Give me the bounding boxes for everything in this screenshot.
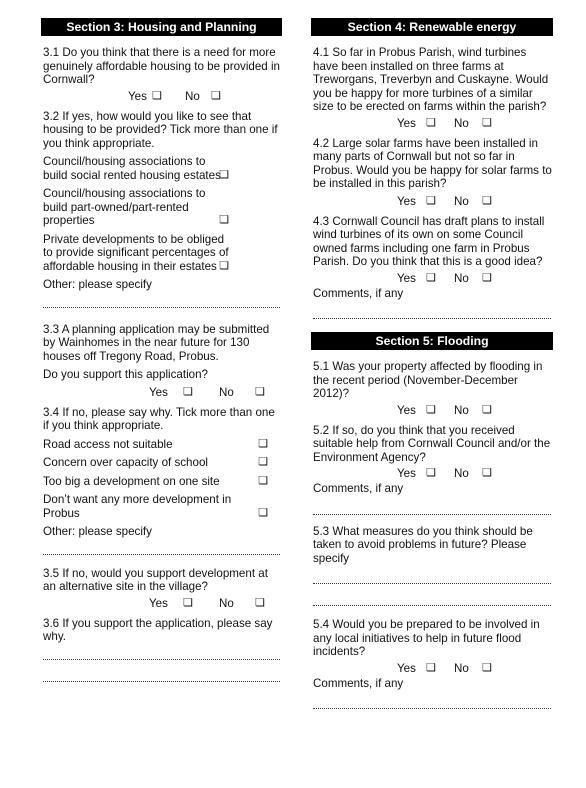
comments-label-5-2: Comments, if any [313, 482, 404, 495]
no-checkbox[interactable]: ❏ [482, 467, 492, 479]
yes-no-5-4 [311, 662, 553, 677]
question-3-3: 3.3 A planning application may be submitted by Wainhomes in the near future for 130 houses off Tregony Road, Probus. [43, 322, 270, 363]
option-label: Council/housing associations to build part-owned/part-rented properties [43, 187, 206, 227]
yes-label: Yes [397, 467, 416, 480]
yes-no-4-1 [311, 117, 553, 132]
option-label: Road access not suitable [43, 437, 173, 451]
no-label: No [219, 596, 234, 610]
no-checkbox[interactable]: ❏ [482, 403, 492, 416]
option-checkbox[interactable]: ❏ [258, 506, 268, 519]
option-3-4-too-big [43, 475, 282, 489]
option-checkbox[interactable]: ❏ [258, 437, 268, 450]
comments-line-5-4[interactable] [313, 707, 551, 709]
no-checkbox[interactable]: ❏ [211, 89, 221, 102]
option-3-2-other: Other: please specify [43, 278, 152, 291]
no-label: No [454, 194, 469, 208]
section-4-heading: Section 4: Renewable energy [311, 18, 553, 36]
yes-no-3-1 [41, 90, 282, 105]
yes-label: Yes [128, 89, 147, 103]
no-checkbox[interactable]: ❏ [255, 596, 265, 609]
yes-checkbox[interactable]: ❏ [426, 467, 436, 479]
yes-no-5-1 [311, 404, 553, 419]
option-checkbox[interactable]: ❏ [258, 474, 268, 487]
yes-no-3-3 [41, 386, 282, 401]
option-3-4-school-capacity [43, 456, 282, 470]
yes-label: Yes [397, 661, 416, 675]
option-label: Don’t want any more development in Probus [43, 493, 232, 520]
yes-checkbox[interactable]: ❏ [183, 385, 193, 398]
option-label: Concern over capacity of school [43, 456, 208, 469]
no-checkbox[interactable]: ❏ [482, 116, 492, 129]
yes-no-4-2 [311, 195, 553, 210]
option-checkbox[interactable]: ❏ [219, 259, 229, 272]
yes-checkbox[interactable]: ❏ [152, 89, 162, 102]
question-4-1: 4.1 So far in Probus Parish, wind turbines have been installed on three farms at Treworgans, Treverbyn and Cuskayne. Would you be happy for more turbines of a similar size to be erected on farms within the parish? [313, 46, 549, 113]
no-label: No [454, 271, 469, 285]
no-label: No [454, 403, 469, 417]
question-3-1: 3.1 Do you think that there is a need for more genuinely affordable housing to be provided in Cornwall? [43, 46, 280, 86]
yes-checkbox[interactable]: ❏ [426, 116, 436, 129]
no-checkbox[interactable]: ❏ [482, 661, 492, 674]
yes-label: Yes [397, 271, 416, 285]
yes-label: Yes [149, 385, 168, 399]
sections-4-5-column [311, 18, 553, 709]
option-label: Council/housing associations to build social rented housing estates [43, 155, 221, 182]
comments-label-5-4: Comments, if any [313, 676, 404, 690]
option-3-2-private-developments [43, 233, 282, 274]
yes-checkbox[interactable]: ❏ [426, 403, 436, 416]
yes-no-4-3 [311, 272, 553, 287]
no-label: No [185, 89, 200, 103]
question-3-3-ask: Do you support this application? [43, 368, 208, 381]
question-3-5: 3.5 If no, would you support development at an alternative site in the village? [43, 566, 268, 593]
yes-label: Yes [397, 116, 416, 130]
option-checkbox[interactable]: ❏ [219, 214, 229, 226]
section-3-column [41, 18, 282, 682]
option-3-2-social-rented [43, 155, 282, 182]
yes-label: Yes [397, 194, 416, 208]
option-3-4-road-access [43, 438, 282, 452]
option-checkbox[interactable]: ❏ [219, 168, 229, 181]
no-label: No [454, 661, 469, 675]
yes-label: Yes [397, 403, 416, 417]
question-5-2: 5.2 If so, do you think that you received suitable help from Cornwall Council and/or the Environment Agency? [313, 423, 551, 464]
question-5-4: 5.4 Would you be prepared to be involved in any local initiatives to help in future flood incidents? [313, 618, 540, 658]
yes-checkbox[interactable]: ❏ [426, 271, 436, 284]
comments-label-4: Comments, if any [313, 286, 404, 300]
question-4-2: 4.2 Large solar farms have been installed in many parts of Cornwall but not so far in Probus. Would you be happy for solar farms to be installed in this parish? [313, 136, 552, 190]
section-5-heading: Section 5: Flooding [311, 332, 553, 350]
option-label: Private developments to be obliged to provide significant percentages of affordable housing in their estates [43, 232, 229, 273]
question-3-4: 3.4 If no, please say why. Tick more than one if you think appropriate. [43, 405, 275, 432]
no-checkbox[interactable]: ❏ [255, 385, 265, 398]
no-label: No [454, 467, 469, 480]
no-checkbox[interactable]: ❏ [482, 271, 492, 284]
yes-checkbox[interactable]: ❏ [426, 661, 436, 674]
question-3-6: 3.6 If you support the application, please say why. [43, 616, 273, 643]
option-3-4-no-more-development [43, 493, 282, 520]
option-checkbox[interactable]: ❏ [258, 456, 268, 468]
option-3-2-part-owned [43, 187, 282, 228]
no-label: No [454, 116, 469, 130]
section-3-heading: Section 3: Housing and Planning [41, 18, 282, 36]
question-5-1: 5.1 Was your property affected by flooding in the recent period (November-December 2012)? [313, 360, 543, 400]
question-5-3: 5.3 What measures do you think should be taken to avoid problems in future? Please specify [313, 524, 533, 565]
no-checkbox[interactable]: ❏ [482, 194, 492, 207]
yes-no-3-5 [41, 597, 282, 612]
yes-no-5-2 [311, 467, 553, 482]
yes-checkbox[interactable]: ❏ [183, 596, 193, 609]
question-3-2: 3.2 If yes, how would you like to see that housing to be provided? Tick more than one if you think appropriate. [43, 109, 278, 150]
no-label: No [219, 385, 234, 399]
yes-checkbox[interactable]: ❏ [426, 194, 436, 207]
question-4-3: 4.3 Cornwall Council has draft plans to install wind turbines of its own on some Council owned farms including one farm in Probus Parish. Do you think that this is a good idea? [313, 214, 545, 268]
option-label: Too big a development on one site [43, 474, 220, 488]
option-3-4-other: Other: please specify [43, 525, 152, 538]
yes-label: Yes [149, 596, 168, 610]
write-in-line-3-6-b[interactable] [43, 680, 280, 682]
